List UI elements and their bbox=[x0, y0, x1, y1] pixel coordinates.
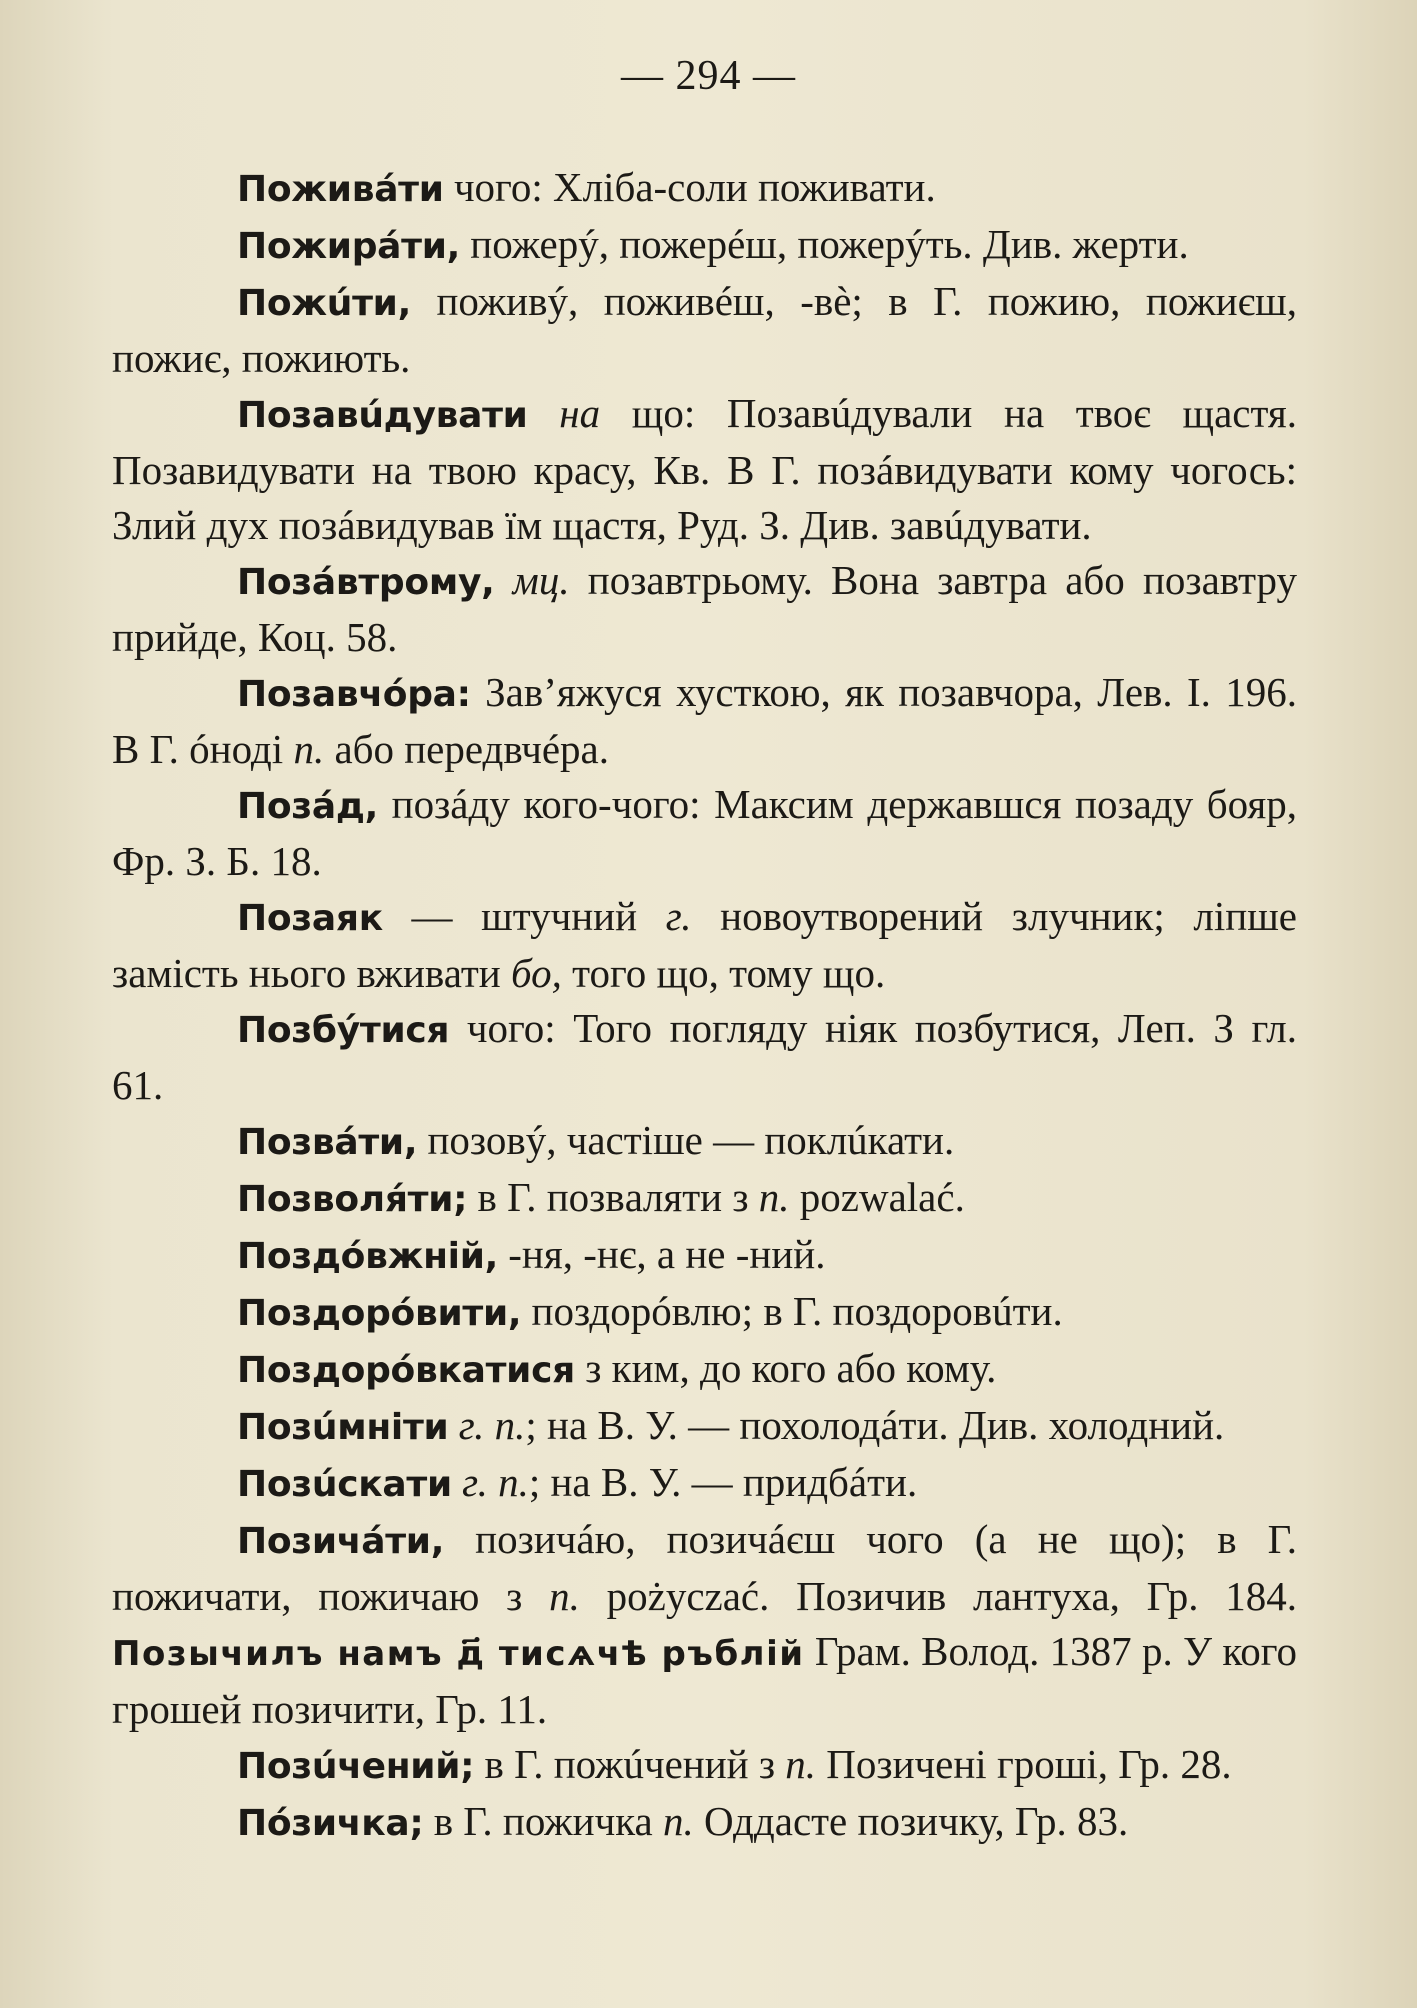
entry-text: чого: Того погляду ніяк позбутися, Леп. З гл. 61. bbox=[112, 1005, 1297, 1108]
entry-text: поздорóвлю; в Г. поздоровúти. bbox=[521, 1288, 1063, 1334]
dictionary-entry bbox=[112, 1284, 1297, 1341]
entry-text: з ким, до кого або кому. bbox=[574, 1345, 997, 1391]
entry-text: пожерý, пожерéш, пожерýть. Див. жерти. bbox=[460, 221, 1189, 267]
entry-text: новоутворений злучник; ліпше замість нього вживати bbox=[112, 893, 1297, 996]
dictionary-entry bbox=[112, 1113, 1297, 1170]
entry-text: ; на В. У. — придбáти. bbox=[528, 1459, 918, 1505]
italic-abbreviation: п. bbox=[293, 726, 325, 772]
entry-text bbox=[448, 1402, 458, 1448]
old-slavonic-quote: Позычилъ намъ д҃ тисѧчѣ ръблій bbox=[112, 1634, 805, 1674]
dictionary-entry bbox=[112, 1455, 1297, 1512]
dictionary-entry bbox=[112, 1737, 1297, 1794]
headword: Пожúти, bbox=[237, 283, 411, 324]
dictionary-entries bbox=[112, 160, 1297, 1851]
entry-text: того що, тому що. bbox=[561, 950, 886, 996]
entry-text: поживý, поживéш, -вѐ; в Г. пожию, пожиєш, пожиє, пожиють. bbox=[112, 278, 1297, 381]
headword: Позичáти, bbox=[237, 1521, 445, 1562]
headword: Позáд, bbox=[237, 786, 379, 827]
dictionary-entry bbox=[112, 1341, 1297, 1398]
headword: Позáвтрому, bbox=[237, 562, 495, 603]
dictionary-entry bbox=[112, 1794, 1297, 1851]
italic-abbreviation: г. п. bbox=[462, 1459, 529, 1505]
dictionary-entry bbox=[112, 160, 1297, 217]
entry-text: Грам. Волод. 1387 р. У кого грошей позичити, Гр. 11. bbox=[112, 1628, 1297, 1732]
entry-text: -ня, -нє, а не -ний. bbox=[498, 1231, 826, 1277]
italic-abbreviation: п. bbox=[758, 1174, 790, 1220]
entry-text: ; на В. У. — похолодáти. Див. холодний. bbox=[525, 1402, 1225, 1448]
headword: Позвáти, bbox=[237, 1122, 418, 1163]
entry-text bbox=[528, 390, 560, 436]
italic-abbreviation: п. bbox=[549, 1573, 580, 1619]
dictionary-entry bbox=[112, 1398, 1297, 1455]
headword: Поздорóвкатися bbox=[237, 1350, 575, 1391]
italic-abbreviation: на bbox=[559, 390, 601, 436]
italic-abbreviation: г. п. bbox=[458, 1402, 526, 1448]
entry-text: в Г. пожúчений з bbox=[474, 1741, 786, 1787]
entry-text: pożyczać. Позичив лантуха, Гр. 184. bbox=[579, 1573, 1297, 1619]
headword: Поздóвжній, bbox=[237, 1236, 499, 1277]
dictionary-entry bbox=[112, 777, 1297, 889]
entry-text bbox=[452, 1459, 462, 1505]
dictionary-entry bbox=[112, 1170, 1297, 1227]
dictionary-entry bbox=[112, 553, 1297, 665]
dictionary-entry bbox=[112, 1227, 1297, 1284]
italic-abbreviation: п. bbox=[785, 1741, 817, 1787]
headword: Поздорóвити, bbox=[237, 1293, 522, 1334]
entry-text: позавтрьому. Вона завтра або позавтру прийде, Коц. 58. bbox=[112, 557, 1297, 660]
headword: Позбýтися bbox=[237, 1010, 450, 1051]
italic-abbreviation: бо, bbox=[511, 950, 562, 996]
entry-text: позичáю, позичáєш чого (а не що); в Г. пожичати, пожичаю з bbox=[112, 1516, 1297, 1619]
entry-text: в Г. позвaляти з bbox=[467, 1174, 759, 1220]
italic-abbreviation: мц. bbox=[512, 557, 570, 603]
dictionary-entry bbox=[112, 1001, 1297, 1113]
dictionary-entry bbox=[112, 1512, 1297, 1737]
entry-text: або передвчéра. bbox=[324, 726, 609, 772]
italic-abbreviation: г. bbox=[665, 893, 692, 939]
page-number: — 294 — bbox=[621, 53, 796, 99]
dictionary-entry bbox=[112, 217, 1297, 274]
headword: Позúскати bbox=[237, 1464, 452, 1505]
entry-text: в Г. пожичка bbox=[423, 1798, 663, 1844]
entry-text: позáду кого-чого: Максим державшся позаду бояр, Фр. З. Б. 18. bbox=[112, 781, 1297, 884]
headword: Позаяк bbox=[237, 898, 383, 939]
headword: Позавчóра: bbox=[237, 674, 471, 715]
headword: Позúмніти bbox=[237, 1407, 449, 1448]
headword: Позавúдувати bbox=[237, 395, 528, 436]
dictionary-entry bbox=[112, 274, 1297, 386]
headword: Пожирáти, bbox=[237, 226, 461, 267]
entry-text bbox=[495, 557, 513, 603]
headword: Пóзичка; bbox=[237, 1803, 424, 1844]
italic-abbreviation: п. bbox=[662, 1798, 694, 1844]
entry-text: Зав’яжуся хусткою, як позавчора, Лев. І. 196. В Г. óноді bbox=[112, 669, 1297, 772]
entry-text: що: Позавúдували на твоє щастя. Позавидувати на твою красу, Кв. В Г. позáвидувати кому чогось: Злий дух позáвидував їм щастя, Руд. З. Див. завúдувати. bbox=[112, 390, 1297, 548]
dictionary-entry bbox=[112, 386, 1297, 553]
headword: Поживáти bbox=[237, 169, 444, 210]
headword: Позúчений; bbox=[237, 1746, 475, 1787]
entry-text: Оддасте позичку, Гр. 83. bbox=[693, 1798, 1129, 1844]
entry-text: позовý, частіше — поклúкати. bbox=[417, 1117, 955, 1163]
headword: Позволя́ти; bbox=[237, 1179, 468, 1220]
entry-text: pozwalać. bbox=[789, 1174, 965, 1220]
entry-text: — штучний bbox=[382, 893, 666, 939]
entry-text: чого: Хліба-соли поживати. bbox=[443, 164, 936, 210]
dictionary-entry bbox=[112, 889, 1297, 1001]
dictionary-entry bbox=[112, 665, 1297, 777]
entry-text: Позичені гроші, Гр. 28. bbox=[816, 1741, 1232, 1787]
